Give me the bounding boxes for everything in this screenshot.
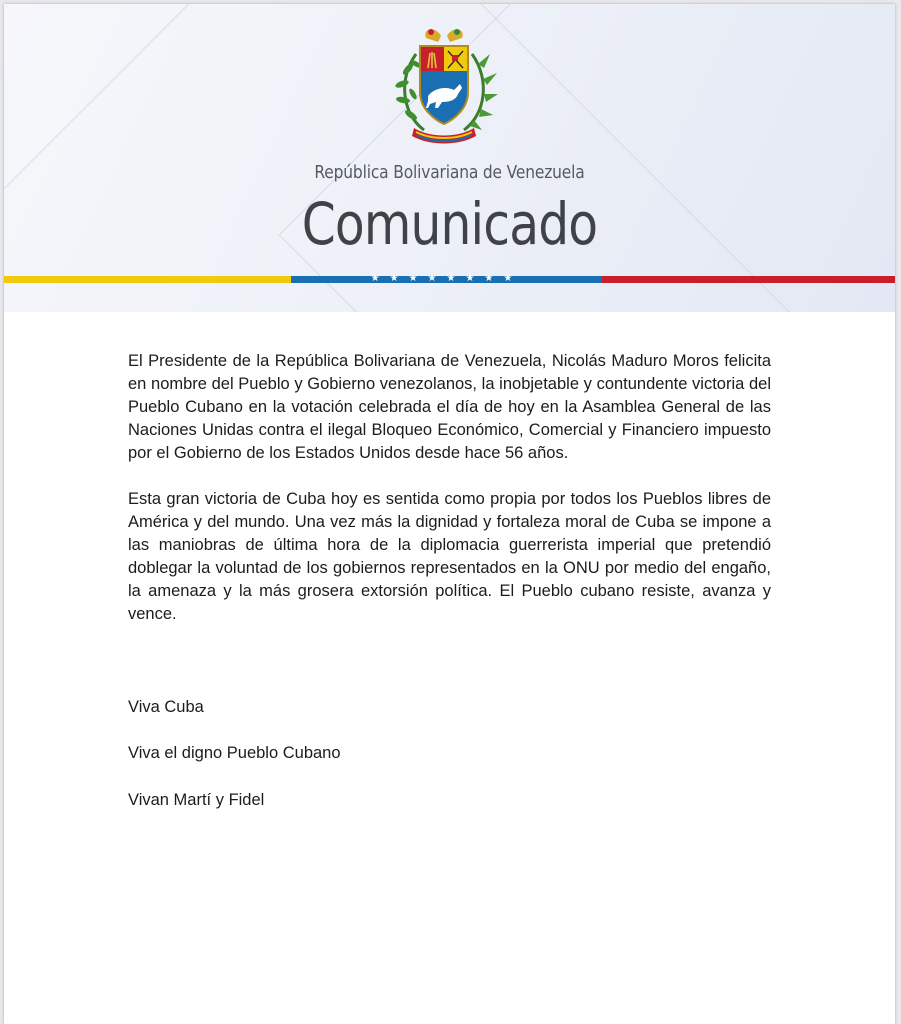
flag-stripe-red <box>602 276 895 283</box>
country-name: República Bolivariana de Venezuela <box>314 162 585 183</box>
closing-line: Viva el digno Pueblo Cubano <box>128 744 341 762</box>
paragraph: Esta gran victoria de Cuba hoy es sentida como propia por todos los Pueblos libres de América y del mundo. Una vez más la dignidad y fortaleza moral de Cuba se impone a las maniobras de última hora de la diplomacia guerrerista imperial que pretendió doblegar la voluntad de los gobiernos representados en la ONU por medio del engaño, la amenaza y la más grosera extorsión política. El Pueblo cubano resiste, avanza y vence. <box>128 490 771 623</box>
document-page <box>4 4 895 1024</box>
flag-stars-icon: ★★★★★★★★ <box>370 273 523 284</box>
paragraph: El Presidente de la República Bolivariana de Venezuela, Nicolás Maduro Moros felicita en nombre del Pueblo y Gobierno venezolanos, la inobjetable y contundente victoria del Pueblo Cubano en la votación celebrada el día de hoy en la Asamblea General de las Naciones Unidas contra el ilegal Bloqueo Económico, Comercial y Financiero impuesto por el Gobierno de los Estados Unidos desde hace 56 años. <box>128 352 771 462</box>
flag-stripe-yellow <box>4 276 291 283</box>
document-title: Comunicado <box>301 190 598 258</box>
coat-of-arms-icon <box>386 24 502 148</box>
communique-body <box>128 350 771 649</box>
closing-line: Viva Cuba <box>128 698 204 716</box>
closing-line: Vivan Martí y Fidel <box>128 791 265 809</box>
header-banner <box>4 4 895 312</box>
